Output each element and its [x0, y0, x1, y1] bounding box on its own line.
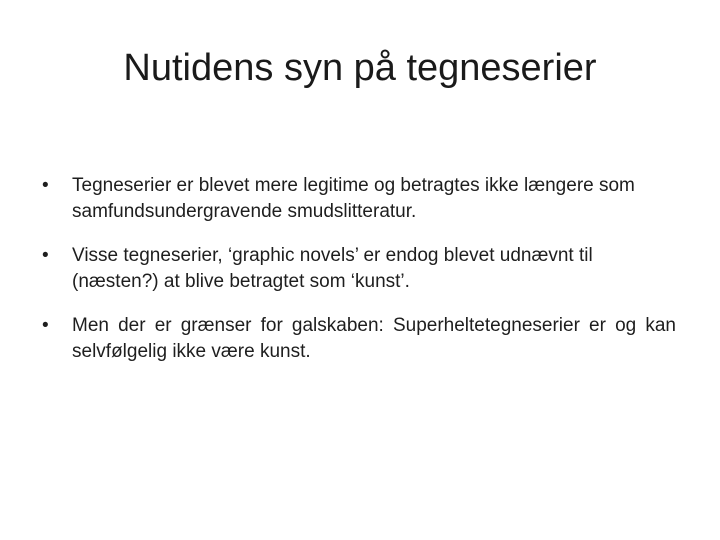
bullet-item — [36, 173, 676, 225]
bullet-item — [36, 313, 676, 365]
bullet-text: Tegneserier er blevet mere legitime og betragtes ikke længere som samfundsundergravende smudslitteratur. — [72, 175, 635, 222]
bullet-dot-icon: • — [42, 175, 49, 196]
bullet-dot-icon: • — [42, 245, 49, 266]
bullet-text: Men der er grænser for galskaben: Superheltetegneserier er og kan selvfølgelig ikke være kunst. — [72, 315, 676, 362]
bullet-item — [36, 243, 676, 295]
bullet-text: Visse tegneserier, ‘graphic novels’ er endog blevet udnævnt til (næsten?) at blive betragtet som ‘kunst’. — [72, 245, 593, 292]
bullet-dot-icon: • — [42, 315, 49, 336]
slide-title: Nutidens syn på tegneserier — [123, 47, 597, 89]
bullet-list — [36, 173, 676, 383]
